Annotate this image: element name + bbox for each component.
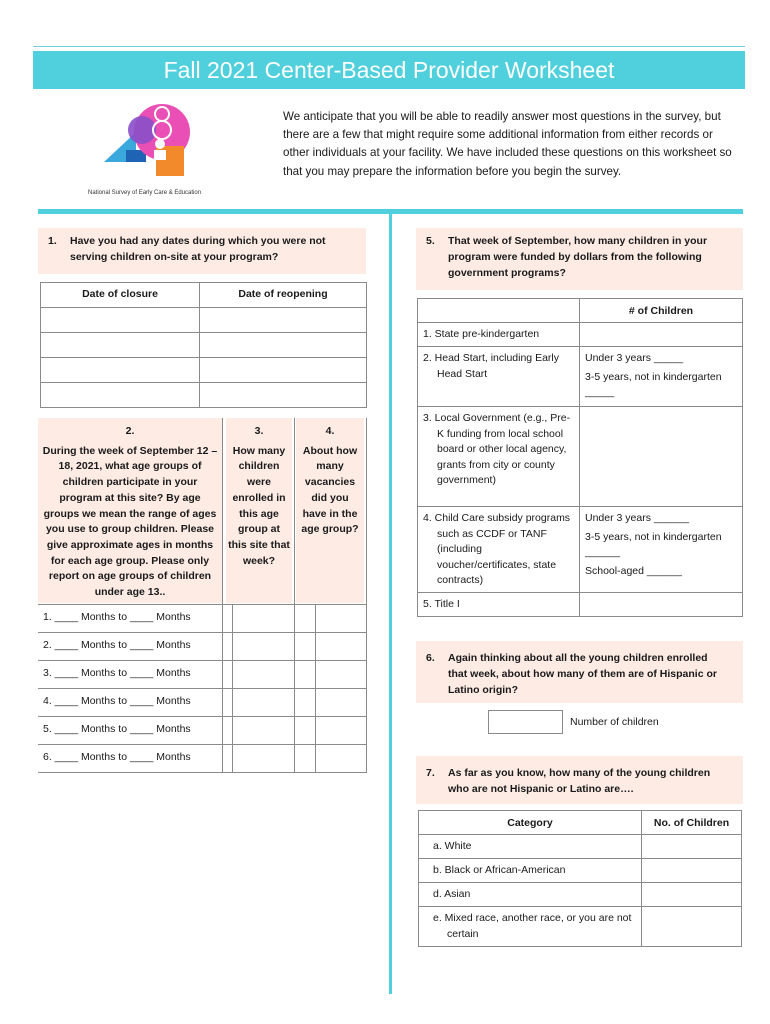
question-text: During the week of September 12 – 18, 2021, what age groups of children participate in your program at this site? By age groups we mean the range of ages you use to group children. Please give approximate ages in months for each age group. Please only report on age groups of children under age 13.. (42, 444, 218, 599)
age-group-row: 6. ____ Months to ____ Months (38, 745, 233, 773)
question-6 (416, 641, 743, 703)
question-3 (226, 418, 292, 603)
enrolled-input[interactable] (233, 717, 316, 745)
question-number: 4. (325, 425, 335, 437)
program-label: 2. Head Start, including Early Head Start (418, 347, 580, 407)
col-children: # of Children (580, 299, 743, 323)
subgroup-label: 3-5 years, not in kindergarten _____ (585, 370, 722, 399)
closure-date-input[interactable] (41, 308, 200, 333)
category-label: a. White (419, 835, 642, 859)
hispanic-count-input[interactable] (488, 710, 563, 734)
vacancies-input[interactable] (316, 689, 367, 717)
top-rule (33, 46, 745, 47)
subgroup-label: 3-5 years, not in kindergarten ______ (585, 530, 722, 559)
subgroup-label: Under 3 years ______ (585, 512, 689, 524)
vacancies-input[interactable] (316, 605, 367, 633)
age-group-row: 3. ____ Months to ____ Months (38, 661, 233, 689)
col-date-reopening: Date of reopening (200, 283, 367, 308)
count-input[interactable] (642, 883, 742, 907)
question-2 (38, 418, 222, 603)
question-number: 2. (125, 425, 135, 437)
question-4 (296, 418, 364, 603)
reopening-date-input[interactable] (200, 358, 367, 383)
enrolled-input[interactable] (233, 633, 316, 661)
number-of-children-label: Number of children (570, 716, 659, 728)
blank-header-cell (418, 299, 580, 323)
col-category: Category (419, 811, 642, 835)
program-label: 1. State pre-kindergarten (418, 323, 580, 347)
age-group-row: 4. ____ Months to ____ Months (38, 689, 233, 717)
nsece-logo-icon (100, 100, 210, 185)
question-text: Have you had any dates during which you were not serving children on-site at your program? (70, 235, 326, 263)
question-number: 6. (426, 652, 435, 664)
count-input[interactable] (642, 835, 742, 859)
logo (100, 100, 210, 185)
count-input[interactable] (642, 907, 742, 947)
age-group-row: 5. ____ Months to ____ Months (38, 717, 233, 745)
category-label: e. Mixed race, another race, or you are not certain (419, 907, 642, 947)
category-label: b. Black or African-American (419, 859, 642, 883)
children-input[interactable] (580, 593, 743, 617)
children-input[interactable] (580, 323, 743, 347)
enrolled-input[interactable] (233, 661, 316, 689)
intro-text: We anticipate that you will be able to readily answer most questions in the survey, but there are a few that might require some additional information from either records or other individuals at your facility. We have included these questions on this worksheet so that you may prepare the information before you begin the survey. (283, 110, 732, 178)
race-table (418, 810, 742, 947)
vacancies-input[interactable] (316, 633, 367, 661)
logo-caption: National Survey of Early Care & Education (88, 190, 202, 196)
question-text: As far as you know, how many of the young children who are not Hispanic or Latino are…. (448, 767, 711, 795)
closure-date-input[interactable] (41, 358, 200, 383)
enrolled-input[interactable] (233, 689, 316, 717)
age-group-row: 1. ____ Months to ____ Months (38, 605, 233, 633)
vacancies-input[interactable] (316, 661, 367, 689)
question-text: How many children were enrolled in this age group at this site that week? (228, 444, 290, 567)
question-text: Again thinking about all the young children enrolled that week, about how many of them are of Hispanic or Latino origin? (448, 652, 717, 696)
age-group-row: 2. ____ Months to ____ Months (38, 633, 233, 661)
col-count: No. of Children (642, 811, 742, 835)
count-input[interactable] (642, 859, 742, 883)
question-number: 1. (48, 235, 57, 247)
enrolled-input[interactable] (233, 605, 316, 633)
reopening-date-input[interactable] (200, 308, 367, 333)
question-number: 7. (426, 767, 435, 779)
page-title: Fall 2021 Center-Based Provider Worksheet (33, 51, 745, 89)
closure-date-input[interactable] (41, 383, 200, 408)
closure-dates-table (40, 282, 367, 408)
children-input[interactable] (580, 507, 743, 593)
enrolled-input[interactable] (233, 745, 316, 773)
subgroup-label: School-aged ______ (585, 564, 682, 577)
vacancies-input[interactable] (316, 745, 367, 773)
question-number: 5. (426, 235, 435, 247)
subgroup-label: Under 3 years _____ (585, 352, 684, 364)
age-groups-table (38, 604, 367, 773)
program-label: 5. Title I (418, 593, 580, 617)
program-label: 4. Child Care subsidy programs such as CCDF or TANF (including voucher/certificates, state contracts) (418, 507, 580, 593)
program-label: 3. Local Government (e.g., Pre-K funding from local school board or other local agency, grants from city or county government) (418, 407, 580, 507)
children-input[interactable] (580, 407, 743, 507)
funding-table (417, 298, 743, 617)
col-date-closure: Date of closure (41, 283, 200, 308)
reopening-date-input[interactable] (200, 333, 367, 358)
question-text: That week of September, how many children in your program were funded by dollars from the following government programs? (448, 235, 708, 279)
reopening-date-input[interactable] (200, 383, 367, 408)
question-number: 3. (254, 425, 264, 437)
category-label: d. Asian (419, 883, 642, 907)
question-5 (416, 228, 743, 290)
question-1 (38, 228, 366, 274)
column-divider (389, 214, 392, 994)
question-7 (416, 756, 743, 804)
question-text: About how many vacancies did you have in the age group? (301, 444, 359, 536)
vacancies-input[interactable] (316, 717, 367, 745)
closure-date-input[interactable] (41, 333, 200, 358)
children-input[interactable] (580, 347, 743, 407)
